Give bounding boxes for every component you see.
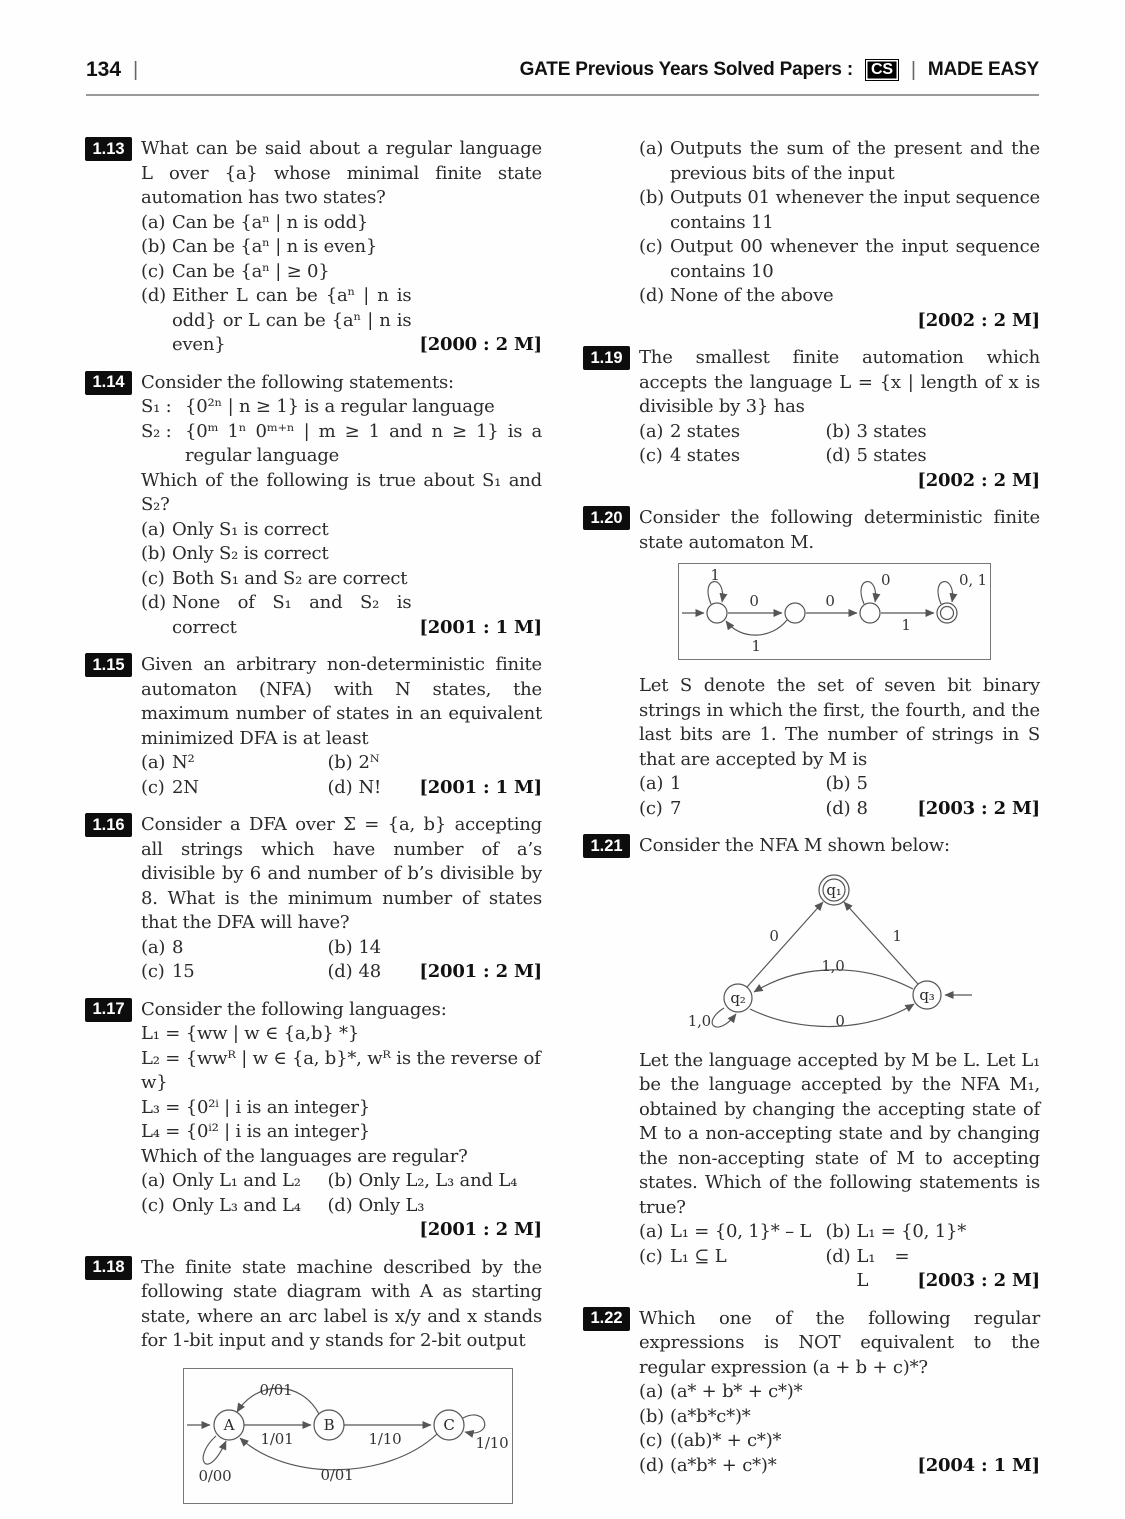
- edge-q2-to-q3: [750, 1004, 914, 1027]
- option-row: [141, 518, 542, 543]
- option-text: L₁ = L: [856, 1245, 910, 1291]
- option-text: Only S₂ is correct: [172, 543, 329, 564]
- edge-q2-q3-label: 0: [835, 1011, 845, 1030]
- option-label: (a): [141, 1170, 166, 1191]
- formula-label: S₂ :: [141, 420, 172, 442]
- question-text: Consider the NFA M shown below:: [639, 835, 950, 856]
- option-text: Only L₃: [358, 1194, 425, 1216]
- edge-q3-q2-label: 1,0: [821, 956, 845, 975]
- question-text: Given an arbitrary non-deterministic finite automaton (NFA) with N states, the maximum number of states in an equivalent minimized DFA is at least: [141, 654, 542, 749]
- option-row: [639, 1380, 1040, 1405]
- question-badge-column: [85, 371, 132, 641]
- option-label: (a): [639, 420, 664, 442]
- state-q3-label: q₃: [919, 985, 935, 1004]
- option-b: [825, 444, 1040, 469]
- marks-label: [2003 : 2 M]: [917, 797, 1040, 819]
- option-row: [141, 591, 542, 640]
- option-label: (c): [141, 567, 165, 589]
- option-label: (c): [141, 1194, 165, 1216]
- edge-s2-to-s1: [726, 620, 787, 635]
- question-text: What can be said about a regular language L over {a} whose minimal finite state automation has two states?: [141, 138, 542, 208]
- option-pair-row: [639, 1245, 1040, 1294]
- option-pair-row: [639, 797, 1040, 822]
- option-label: (a): [141, 752, 166, 773]
- question-text: Which one of the following regular expressions is NOT equivalent to the regular expression (a + b + c)*?: [639, 1307, 1040, 1378]
- option-label: (b): [141, 236, 166, 257]
- question-number-badge: 1.21: [583, 834, 630, 858]
- question-badge-column: [583, 137, 630, 333]
- question-number-badge: 1.15: [85, 653, 132, 677]
- option-text: 48: [358, 961, 381, 982]
- option-label: (b): [327, 1170, 353, 1191]
- question-block: [583, 1307, 1040, 1479]
- option-a: [141, 1169, 327, 1194]
- edge-s3-self-loop: [861, 582, 876, 604]
- book-title: GATE Previous Years Solved Papers :: [519, 59, 853, 80]
- option-b: [825, 797, 909, 822]
- option-label: (d): [639, 285, 664, 306]
- edge-s2-s1-label: 1: [751, 637, 761, 655]
- edge-q3-q1-label: 1: [892, 926, 902, 945]
- option-label: (a): [639, 773, 664, 794]
- option-b: [825, 420, 1040, 445]
- formula-text: {0²ⁿ | n ≥ 1} is a regular language: [185, 396, 495, 417]
- question-body: [141, 371, 542, 641]
- option-b: [825, 772, 1040, 797]
- option-label: (c): [639, 236, 663, 257]
- option-text: L₁ ⊆ L: [670, 1245, 727, 1267]
- option-a: [639, 420, 825, 445]
- option-text: 8: [172, 936, 184, 958]
- question-text: Let the language accepted by M be L. Let L₁ be the language accepted by the NFA M₁, obtained by changing the accepting state of M to a non-accepting state and by changing the non-accepting state of M to accepting states. Which of the following statements is true?: [639, 1049, 1040, 1218]
- question-block: [85, 137, 542, 358]
- option-a: [639, 444, 825, 469]
- option-a: [141, 936, 327, 961]
- state-q1-label: q₁: [826, 880, 842, 899]
- option-text: 15: [172, 961, 195, 982]
- option-row: [141, 211, 542, 236]
- marks-label: [2002 : 2 M]: [917, 469, 1040, 491]
- option-pair-row: [141, 960, 542, 985]
- marks-label: [2003 : 2 M]: [917, 1270, 1040, 1291]
- question-text: Consider a DFA over Σ = {a, b} accepting all strings which have number of a’s divisible by 6 and number of b’s divisible by 8. What is the minimum number of states that the DFA will have?: [141, 814, 542, 933]
- state-3: [860, 603, 880, 623]
- edge-q2-q1-label: 0: [769, 926, 779, 945]
- question-block: [85, 998, 542, 1243]
- option-a: [639, 772, 825, 797]
- option-row: [141, 542, 542, 567]
- option-label: (b): [141, 543, 166, 564]
- left-column: [85, 137, 542, 1519]
- option-a: [639, 797, 825, 822]
- question-badge-column: [583, 346, 630, 493]
- option-label: (b): [825, 1221, 851, 1242]
- page-header: [86, 58, 1039, 82]
- question-badge-column: [85, 137, 132, 358]
- question-block: [583, 346, 1040, 493]
- option-text: None of S₁ and S₂ is correct: [172, 592, 412, 638]
- option-row: [639, 1429, 1040, 1454]
- question-body: [639, 1307, 1040, 1479]
- option-text: ((ab)* + c*)*: [670, 1430, 782, 1451]
- option-label: (a): [639, 1381, 664, 1402]
- marks-row: [141, 1218, 542, 1243]
- option-label: (a): [141, 211, 166, 233]
- question-text: The finite state machine described by the following state diagram with A as starting state, where an arc label is x/y and x stands for 1-bit input and y stands for 2-bit output: [141, 1256, 542, 1351]
- option-label: (c): [639, 1245, 663, 1267]
- formula-line: L₂ = {wwᴿ | w ∈ {a, b}*, wᴿ is the reverse of w}: [141, 1047, 541, 1093]
- edge-q2-to-q1: [747, 902, 823, 987]
- option-b: [327, 936, 542, 961]
- option-a: [141, 751, 327, 776]
- option-label: (d): [825, 797, 851, 819]
- option-label: (b): [639, 1405, 664, 1427]
- formula-line: L₄ = {0ⁱ² | i is an integer}: [141, 1121, 371, 1142]
- edge-B-to-A-label: 0/01: [259, 1380, 293, 1399]
- option-b: [327, 751, 542, 776]
- question-block: [85, 1256, 542, 1506]
- edge-s4-self-label: 0, 1: [959, 571, 987, 589]
- option-label: (d): [639, 1454, 664, 1476]
- question-body: [639, 834, 1040, 1294]
- marks-label: [2002 : 2 M]: [917, 309, 1040, 331]
- option-label: (b): [825, 420, 851, 442]
- state-A-label: A: [223, 1415, 235, 1434]
- question-number-badge: 1.17: [85, 998, 132, 1022]
- question-badge-column: [583, 834, 630, 1294]
- option-pair-row: [639, 1220, 1040, 1245]
- marks-label: [2000 : 2 M]: [419, 334, 542, 355]
- diagram-border: [679, 564, 991, 660]
- question-block: [85, 653, 542, 800]
- edge-s1-self-label: 1: [710, 566, 720, 584]
- option-text: 4 states: [670, 445, 740, 466]
- question-block: [85, 813, 542, 985]
- edge-s2-s3-label: 0: [825, 592, 835, 610]
- option-row: [141, 260, 542, 285]
- option-row: [639, 1405, 1040, 1430]
- edge-B-to-C-label: 1/10: [368, 1429, 402, 1448]
- question-body: [141, 137, 542, 358]
- option-text: Output 00 whenever the input sequence contains 10: [670, 236, 1040, 282]
- question-badge-column: [85, 1256, 132, 1506]
- option-b: [825, 1220, 1040, 1245]
- option-pair-row: [141, 936, 542, 961]
- edge-C-self-label: 1/10: [475, 1433, 509, 1452]
- header-separator: |: [133, 58, 139, 81]
- state-C-label: C: [443, 1415, 455, 1434]
- option-row: [639, 137, 1040, 186]
- edge-A-self-loop: [203, 1436, 226, 1464]
- question-number-badge: 1.18: [85, 1256, 132, 1280]
- state-q2-label: q₂: [730, 988, 746, 1007]
- edge-s1-s2-label: 0: [749, 592, 759, 610]
- edge-s3-s4-label: 1: [901, 616, 911, 634]
- option-b: [327, 1194, 542, 1219]
- option-label: (b): [825, 773, 851, 794]
- option-b: [825, 1245, 909, 1294]
- question-block: [583, 506, 1040, 821]
- option-text: Either L can be {aⁿ | n is odd} or L can be {aⁿ | n is even}: [172, 285, 412, 355]
- option-text: Can be {aⁿ | n is even}: [172, 236, 378, 257]
- formula-line: L₁ = {ww | w ∈ {a,b} *}: [141, 1023, 360, 1044]
- cs-badge: CS: [865, 59, 899, 81]
- option-label: (d): [327, 776, 353, 798]
- option-text: Can be {aⁿ | n is odd}: [172, 211, 369, 233]
- page-number: 134: [86, 58, 122, 81]
- option-text: L₁ = {0, 1}* – L: [670, 1221, 812, 1242]
- option-label: (b): [327, 752, 353, 773]
- option-label: (a): [639, 1221, 664, 1242]
- edge-s3-self-label: 0: [881, 571, 891, 589]
- formula-line: L₃ = {0²ⁱ | i is an integer}: [141, 1096, 371, 1118]
- question-badge-column: [85, 653, 132, 800]
- question-body: [141, 653, 542, 800]
- state-B-label: B: [323, 1415, 335, 1434]
- question-number-badge: 1.22: [583, 1307, 630, 1331]
- option-label: (b): [639, 187, 664, 208]
- edge-C-self-loop: [463, 1415, 485, 1433]
- question-number-badge: 1.14: [85, 371, 132, 395]
- option-a: [141, 960, 327, 985]
- option-row: [141, 567, 542, 592]
- question-body: [639, 346, 1040, 493]
- question-number-badge: 1.19: [583, 346, 630, 370]
- option-label: (c): [639, 797, 663, 819]
- option-text: None of the above: [670, 285, 834, 306]
- option-text: 3 states: [856, 420, 927, 442]
- fsm-state-diagram-q118: [183, 1368, 513, 1504]
- option-label: (d): [825, 445, 851, 466]
- question-block: [583, 137, 1040, 333]
- option-text: Both S₁ and S₂ are correct: [172, 567, 408, 589]
- option-text: (a* + b* + c*)*: [670, 1381, 803, 1402]
- option-text: 5 states: [856, 445, 927, 466]
- option-row: [639, 235, 1040, 284]
- nfa-state-diagram-q121: [667, 863, 989, 1039]
- option-text: N!: [358, 776, 382, 798]
- option-b: [327, 960, 411, 985]
- option-pair-row: [141, 751, 542, 776]
- question-body: [639, 506, 1040, 821]
- option-pair-row: [141, 1194, 542, 1219]
- option-pair-row: [639, 420, 1040, 445]
- option-label: (a): [141, 518, 166, 540]
- marks-label: [2001 : 1 M]: [419, 776, 542, 798]
- option-pair-row: [639, 444, 1040, 469]
- option-pair-row: [639, 772, 1040, 797]
- option-label: (a): [141, 936, 166, 958]
- edge-C-to-A-label: 0/01: [320, 1465, 354, 1484]
- marks-label: [2001 : 2 M]: [419, 1219, 542, 1240]
- option-text: L₁ = {0, 1}*: [856, 1221, 966, 1242]
- option-text: Only L₁ and L₂: [172, 1170, 301, 1191]
- state-diagram: [141, 1368, 542, 1504]
- dfa-state-diagram-q120: [678, 563, 991, 660]
- option-row: [141, 235, 542, 260]
- publisher-brand: MADE EASY: [927, 59, 1039, 80]
- option-text: Outputs 01 whenever the input sequence contains 11: [670, 187, 1040, 233]
- marks-label: [2004 : 1 M]: [917, 1454, 1040, 1476]
- formula-row: [141, 420, 542, 469]
- option-text: 7: [670, 797, 682, 819]
- state-diagram: [639, 863, 1040, 1039]
- edge-q3-to-q1: [844, 902, 918, 984]
- state-4-inner: [941, 607, 954, 620]
- option-text: 14: [358, 936, 381, 958]
- edge-s1-self-loop: [708, 582, 723, 604]
- header-right: [520, 59, 1039, 82]
- option-label: (c): [639, 1430, 663, 1451]
- marks-row: [639, 469, 1040, 494]
- question-text: Which of the languages are regular?: [141, 1145, 468, 1167]
- question-text: Consider the following languages:: [141, 998, 447, 1020]
- option-a: [141, 1194, 327, 1219]
- option-text: 2 states: [670, 420, 740, 442]
- question-number-badge: 1.13: [85, 137, 132, 161]
- option-a: [639, 1220, 825, 1245]
- option-b: [327, 776, 411, 801]
- option-text: (a*b*c*)*: [670, 1405, 751, 1427]
- question-text: Consider the following deterministic finite state automaton M.: [639, 507, 1040, 553]
- option-text: Only L₂, L₃ and L₄: [358, 1170, 518, 1191]
- edge-q2-self-label: 1,0: [687, 1011, 711, 1030]
- option-text: Only L₃ and L₄: [172, 1194, 301, 1216]
- marks-label: [2001 : 2 M]: [419, 961, 542, 982]
- question-badge-column: [583, 506, 630, 821]
- option-a: [141, 776, 327, 801]
- option-a: [639, 1245, 825, 1294]
- option-label: (d): [327, 1194, 353, 1216]
- marks-row: [639, 309, 1040, 334]
- option-pair-row: [141, 1169, 542, 1194]
- state-diagram: [639, 563, 1040, 660]
- option-label: (c): [141, 961, 165, 982]
- question-number-badge: 1.20: [583, 506, 630, 530]
- question-block: [85, 371, 542, 641]
- option-text: 2N: [172, 776, 199, 798]
- option-text: 8: [856, 797, 868, 819]
- option-row: [141, 284, 542, 358]
- option-text: 5: [856, 773, 868, 794]
- option-label: (b): [327, 936, 353, 958]
- question-text: Which of the following is true about S₁ and S₂?: [141, 469, 542, 515]
- option-label: (a): [639, 138, 664, 159]
- edge-A-to-B-label: 1/01: [260, 1429, 294, 1448]
- marks-label: [2001 : 1 M]: [419, 616, 542, 638]
- option-row: [639, 1454, 1040, 1479]
- question-badge-column: [85, 998, 132, 1243]
- option-row: [639, 186, 1040, 235]
- state-2: [785, 603, 805, 623]
- question-block: [583, 834, 1040, 1294]
- option-label: (d): [327, 961, 353, 982]
- formula-row: [141, 395, 542, 420]
- option-text: Outputs the sum of the present and the previous bits of the input: [670, 138, 1040, 184]
- option-label: (c): [141, 260, 165, 282]
- question-body: [141, 1256, 542, 1506]
- header-divider: |: [910, 58, 916, 81]
- question-badge-column: [583, 1307, 630, 1479]
- option-label: (d): [825, 1245, 851, 1267]
- formula-label: S₁ :: [141, 396, 172, 417]
- right-column: [583, 137, 1040, 1491]
- option-text: Can be {aⁿ | ≥ 0}: [172, 260, 330, 282]
- option-label: (c): [639, 445, 663, 466]
- option-b: [327, 1169, 542, 1194]
- question-body: [639, 137, 1040, 333]
- question-text: Consider the following statements:: [141, 371, 454, 393]
- formula-text: {0ᵐ 1ⁿ 0ᵐ⁺ⁿ | m ≥ 1 and n ≥ 1} is a regular language: [185, 420, 542, 466]
- option-label: (d): [141, 592, 166, 613]
- option-text: Only S₁ is correct: [172, 518, 329, 540]
- header-left: [86, 58, 138, 82]
- question-body: [141, 998, 542, 1243]
- state-1: [707, 603, 727, 623]
- question-text: Let S denote the set of seven bit binary strings in which the first, the fourth, and the last bits are 1. The number of strings in S that are accepted by M is: [639, 675, 1040, 770]
- option-label: (d): [141, 285, 166, 306]
- option-text: N²: [172, 752, 195, 773]
- option-text: 1: [670, 773, 682, 794]
- edge-A-self-label: 0/00: [198, 1466, 232, 1485]
- question-badge-column: [85, 813, 132, 985]
- option-pair-row: [141, 776, 542, 801]
- option-text: 2ᴺ: [358, 752, 380, 773]
- question-text: The smallest finite automation which accepts the language L = {x | length of x is divisible by 3} has: [639, 347, 1040, 417]
- option-row: [639, 284, 1040, 309]
- question-number-badge: 1.16: [85, 813, 132, 837]
- option-label: (c): [141, 776, 165, 798]
- edge-s4-self-loop: [938, 582, 953, 604]
- header-rule: [86, 94, 1039, 96]
- option-text: (a*b* + c*)*: [670, 1454, 777, 1476]
- question-body: [141, 813, 542, 985]
